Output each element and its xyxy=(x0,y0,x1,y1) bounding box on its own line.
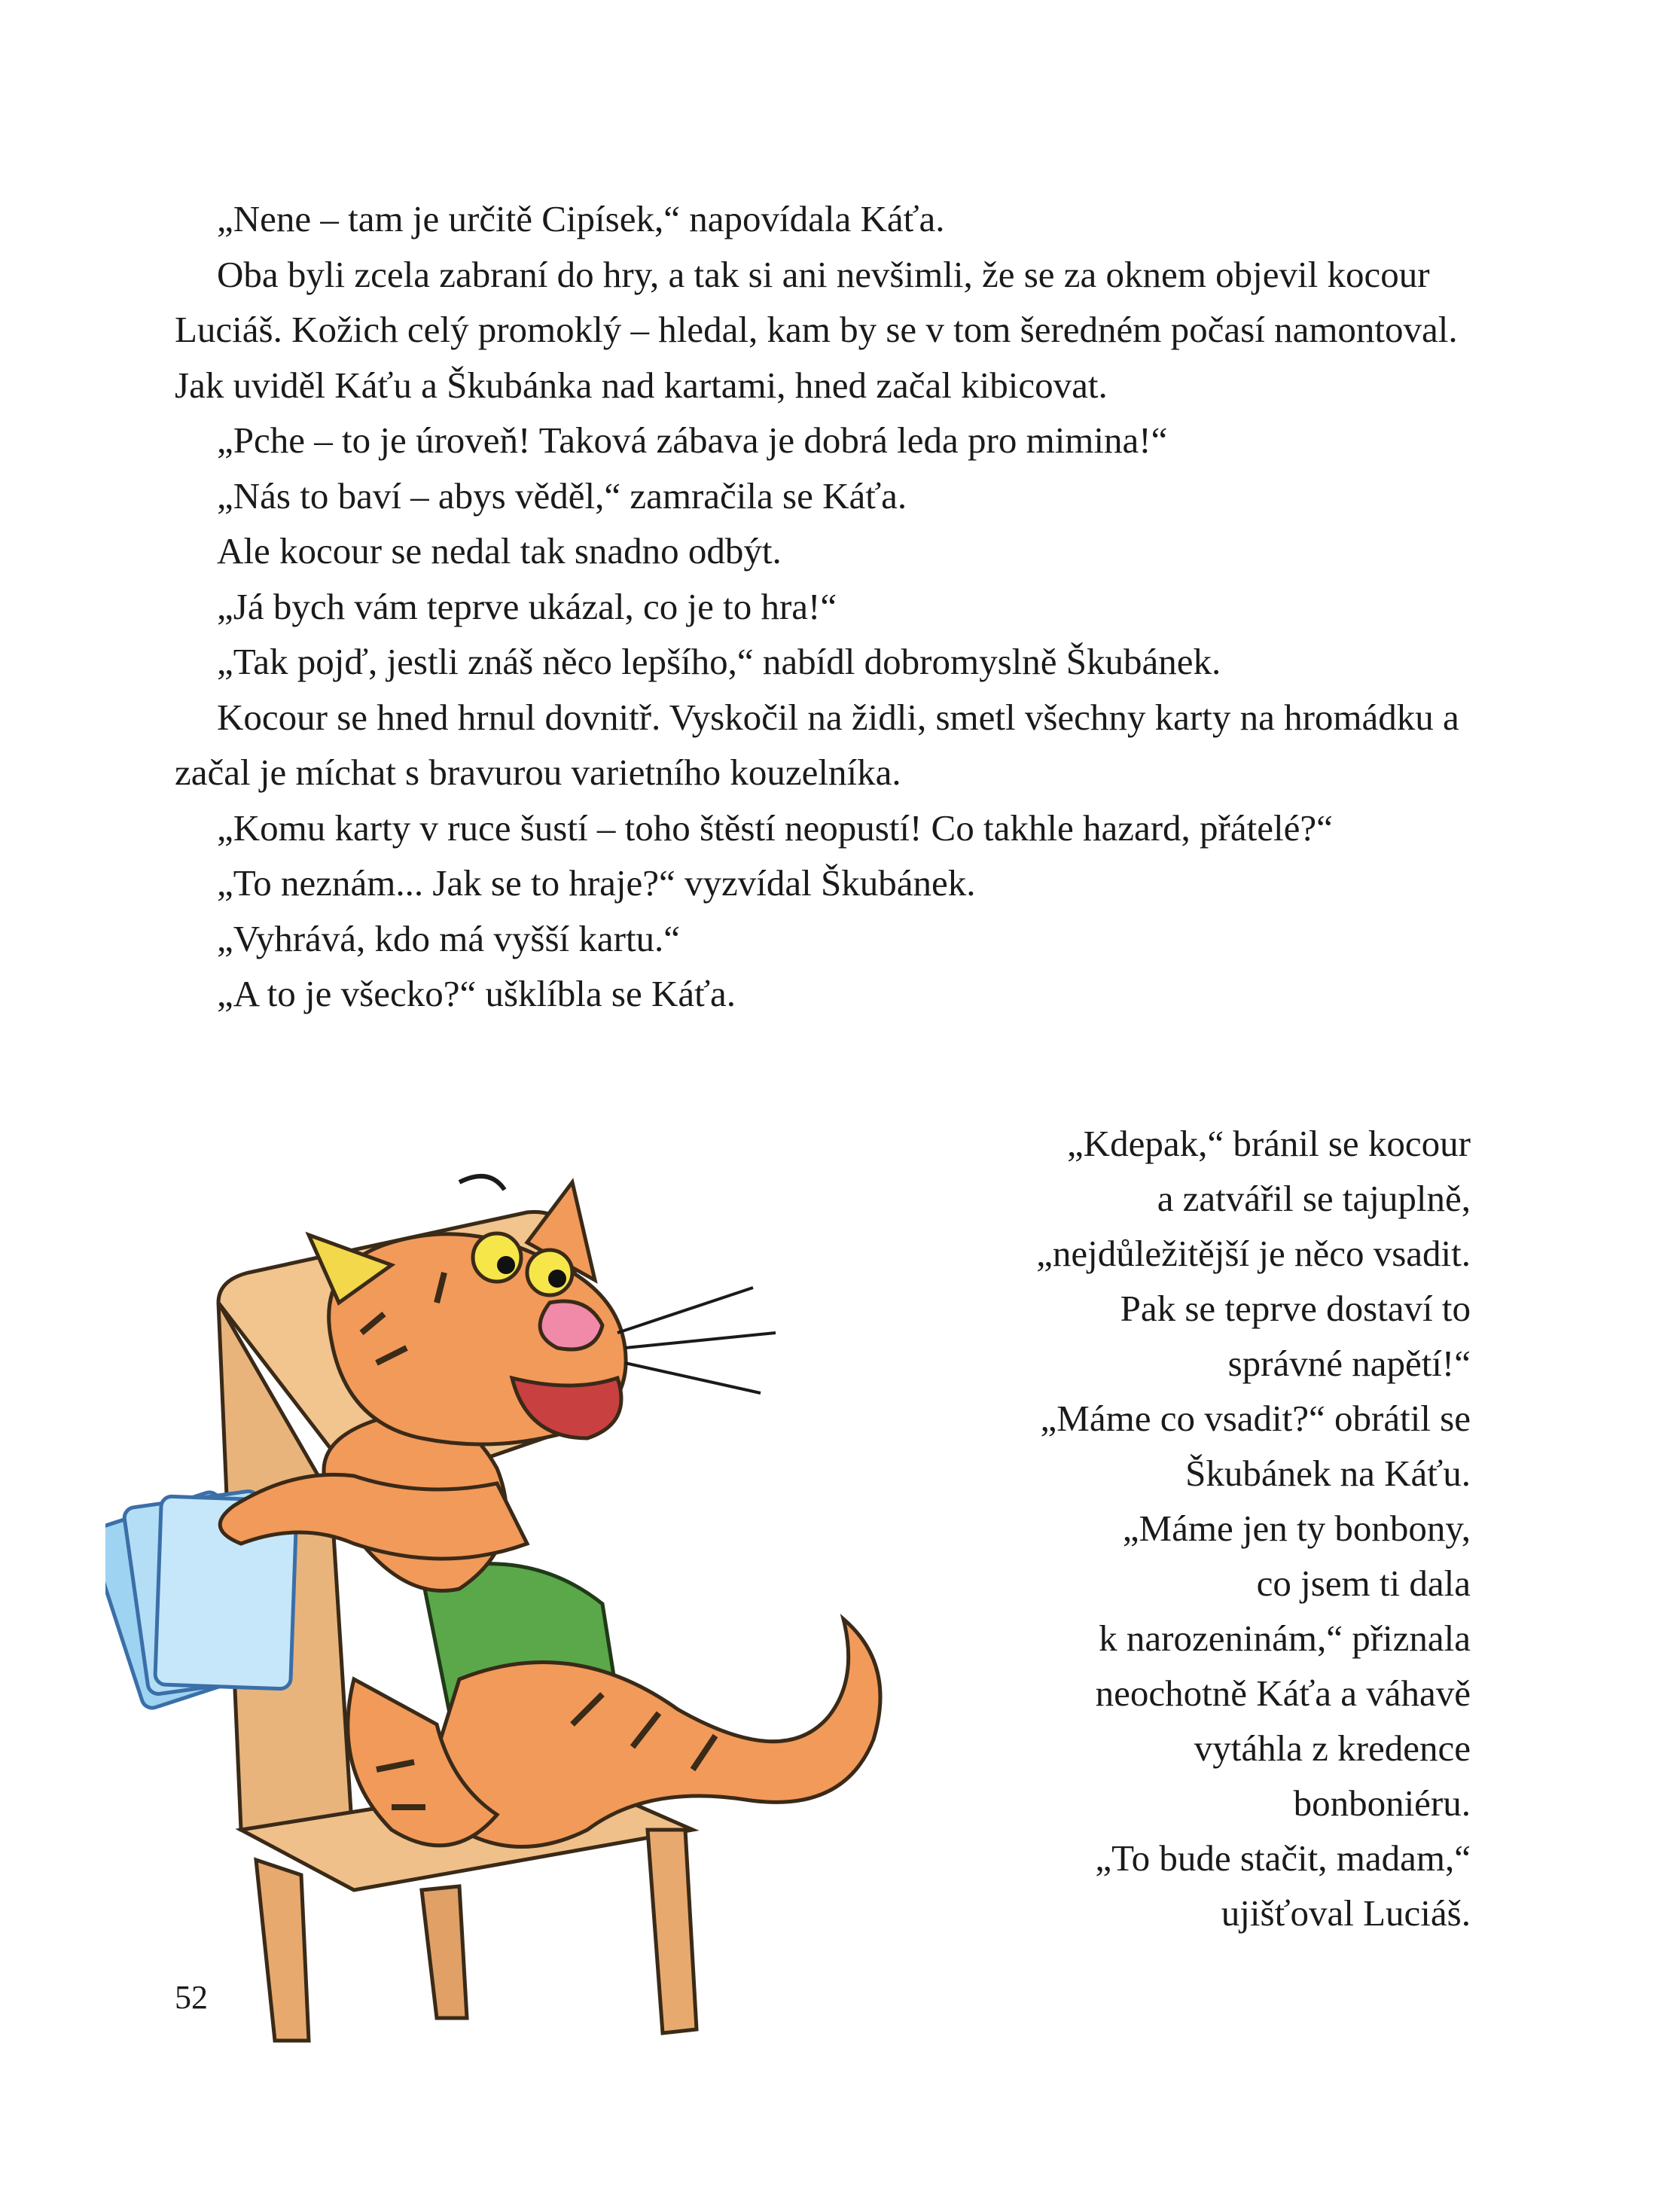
text-line: co jsem ti dala xyxy=(1256,1562,1471,1604)
text-line: Škubánek na Káťu. xyxy=(1185,1453,1471,1494)
text-line: a zatvářil se tajuplně, xyxy=(1157,1178,1471,1219)
text-line: „nejdůležitější je něco vsadit. xyxy=(1036,1233,1471,1274)
side-text xyxy=(793,1116,1471,1940)
paragraph: Kocour se hned hrnul dovnitř. Vyskočil na židli, smetl všechny karty na hromádku a začal je míchat s bravurou varietního kouzelníka. xyxy=(175,696,1459,793)
paragraph: „Nene – tam je určitě Cipísek,“ napovídala Káťa. xyxy=(217,198,945,239)
text-line: bonboniéru. xyxy=(1293,1782,1471,1824)
paragraph: „Komu karty v ruce šustí – toho štěstí neopustí! Co takhle hazard, přátelé?“ xyxy=(217,806,1333,849)
text-line: neochotně Káťa a váhavě xyxy=(1095,1672,1471,1714)
text-line: k narozeninám,“ přiznala xyxy=(1099,1617,1471,1659)
body-text xyxy=(175,191,1470,1022)
text-line: vytáhla z kredence xyxy=(1194,1727,1471,1769)
text-line: Pak se teprve dostaví to xyxy=(1120,1288,1471,1329)
paragraph: „Vyhrává, kdo má vyšší kartu.“ xyxy=(217,917,681,959)
paragraph: „To neznám... Jak se to hraje?“ vyzvídal Škubánek. xyxy=(217,862,976,904)
text-line: „To bude stačit, madam,“ xyxy=(1095,1837,1471,1879)
paragraph: Ale kocour se nedal tak snadno odbýt. xyxy=(217,530,782,572)
paragraph: „Já bych vám teprve ukázal, co je to hra!“ xyxy=(217,585,837,627)
text-line: správné napětí!“ xyxy=(1227,1343,1471,1384)
paragraph: Oba byli zcela zabraní do hry, a tak si ani nevšimli, že se za oknem objevil kocour Luciáš. Kožich celý promoklý – hledal, kam by se v tom šeredném počasí namontoval. Jak uviděl Káťu a Škubánka nad kartami, hned začal kibicovat. xyxy=(175,253,1458,406)
paragraph: „Pche – to je úroveň! Taková zábava je dobrá leda pro mimina!“ xyxy=(217,419,1168,461)
text-line: „Kdepak,“ bránil se kocour xyxy=(1066,1123,1471,1164)
paragraph: „A to je všecko?“ ušklíbla se Káťa. xyxy=(217,973,736,1014)
text-line: „Máme jen ty bonbony, xyxy=(1122,1508,1471,1549)
paragraph: „Nás to baví – abys věděl,“ zamračila se Káťa. xyxy=(217,474,907,517)
paragraph: „Tak pojď, jestli znáš něco lepšího,“ nabídl dobromyslně Škubánek. xyxy=(217,641,1221,682)
page-number: 52 xyxy=(175,1979,208,2016)
text-line: ujišťoval Luciáš. xyxy=(1221,1892,1471,1934)
text-line: „Máme co vsadit?“ obrátil se xyxy=(1040,1398,1471,1439)
